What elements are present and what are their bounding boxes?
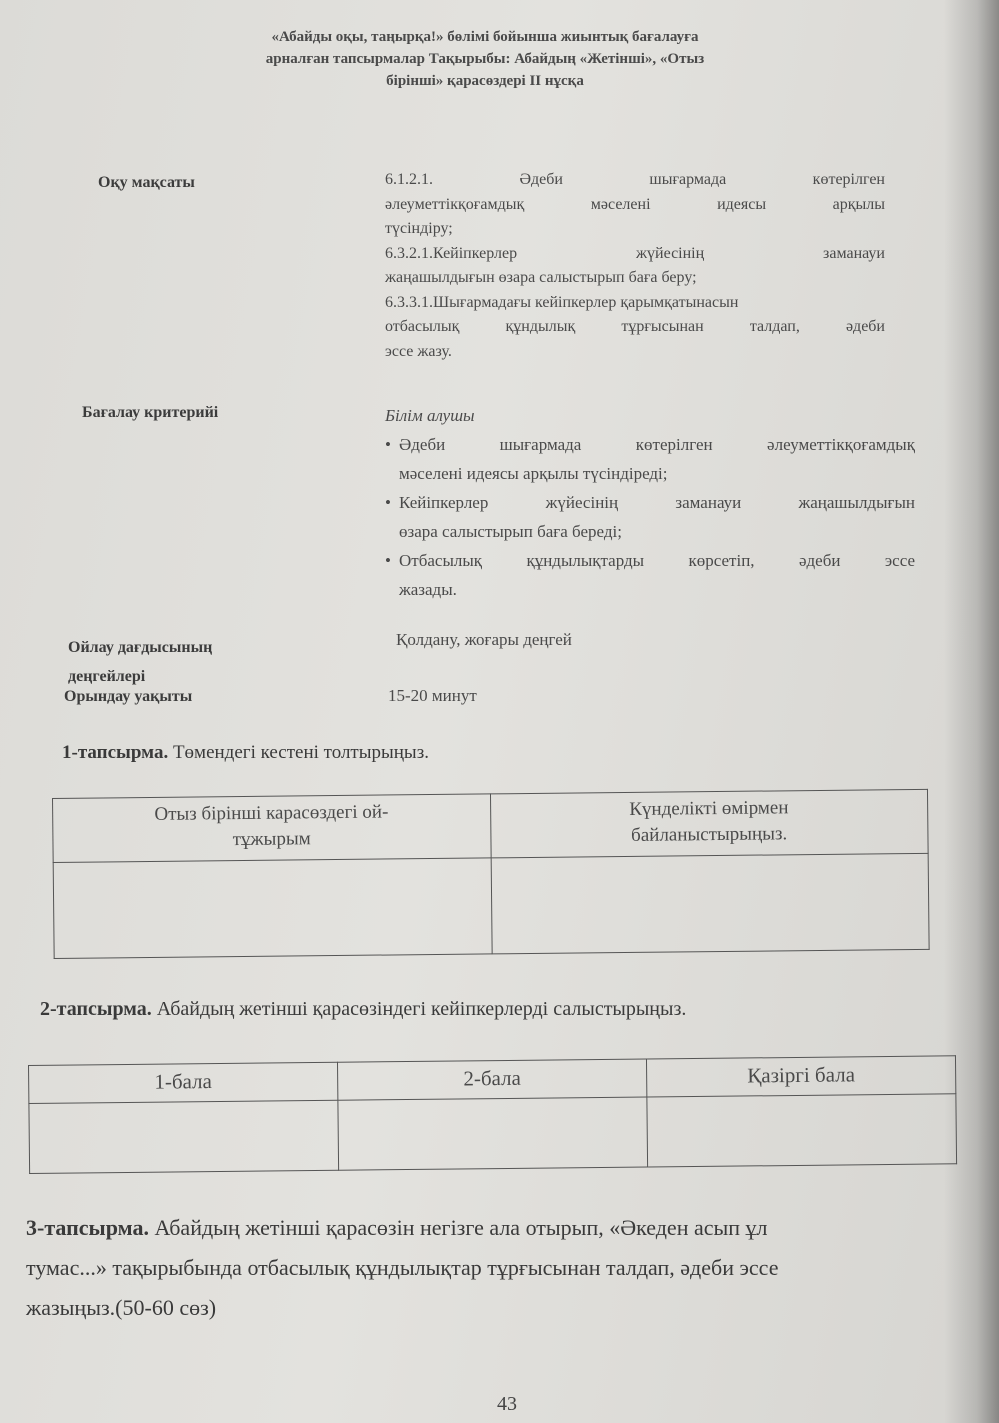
thinking-label-line: Ойлау дағдысының	[68, 639, 213, 656]
goals-line: эссе жазу.	[385, 342, 452, 360]
document-header	[160, 26, 810, 92]
header-text: тұжырым	[232, 828, 311, 851]
criteria-bullet-line: • Кейіпкерлер жүйесінің заманауи жаңашылдығын	[399, 493, 915, 512]
goals-line: 6.3.3.1.Шығармадағы кейіпкерлер қарымқатынасын	[385, 293, 739, 311]
criteria-bullet	[385, 430, 915, 488]
header-text: Отыз бірінші карасөздегі ой-	[154, 801, 389, 825]
task1-heading	[62, 742, 429, 764]
header-text: Күнделікті өмірмен	[629, 797, 789, 820]
task1-title: 1-тапсырма.	[62, 742, 169, 763]
task3-line	[26, 1208, 966, 1248]
criteria-bullet-line: • Әдеби шығармада көтерілген әлеуметтікқоғамдық	[399, 435, 915, 454]
task1-answer-cell[interactable]	[53, 858, 491, 959]
task2-heading	[40, 998, 686, 1021]
task1-text: Төмендегі кестені толтырыңыз.	[172, 742, 429, 763]
task1-table	[52, 789, 930, 959]
criteria-bullet	[385, 488, 915, 546]
task2-table	[28, 1055, 957, 1174]
task2-answer-cell[interactable]	[647, 1094, 957, 1167]
task2-answer-cell[interactable]	[29, 1100, 339, 1173]
time-value: 15-20 минут	[388, 686, 477, 705]
criteria-text	[385, 401, 915, 604]
task1-col1-header	[53, 794, 491, 863]
header-line: бірінші» қарасөздері II нұсқа	[386, 73, 584, 89]
task2-title: 2-тапсырма.	[40, 998, 152, 1020]
thinking-label	[68, 633, 212, 691]
task2-text: Абайдың жетінші қарасөзіндегі кейіпкерлерді салыстырыңыз.	[156, 998, 687, 1020]
goals-line: түсіндіру;	[385, 220, 453, 237]
task2-col3-header: Қазіргі бала	[646, 1056, 955, 1097]
task3-block	[26, 1208, 966, 1328]
criteria-bullet-line: өзара салыстырып баға береді;	[399, 522, 622, 541]
table-row	[53, 789, 929, 862]
task3-title: 3-тапсырма.	[26, 1215, 149, 1240]
task1-col2-header	[490, 789, 928, 858]
criteria-bullet-line: • Отбасылық құндылықтарды көрсетіп, әдеби эссе	[399, 551, 915, 570]
task3-text: Абайдың жетінші қарасөзін негізге ала отырып, «Әкеден асып ұл	[154, 1215, 768, 1240]
task2-col1-header: 1-бала	[29, 1062, 338, 1103]
criteria-label: Бағалау критерийі	[82, 404, 219, 421]
table-row	[29, 1094, 957, 1174]
criteria-bullet-line: жазады.	[399, 580, 457, 599]
table-row	[53, 853, 929, 958]
criteria-bullet	[385, 546, 915, 604]
header-line: «Абайды оқы, таңырқа!» бөлімі бойынша жиынтық бағалауға	[271, 29, 699, 45]
goals-line: 6.3.2.1.Кейіпкерлер жүйесінің заманауи	[385, 244, 885, 262]
task1-answer-cell[interactable]	[491, 853, 929, 954]
page-number: 43	[497, 1393, 517, 1415]
task3-line: жазыңыз.(50-60 сөз)	[26, 1295, 217, 1320]
criteria-bullet-line: мәселені идеясы арқылы түсіндіреді;	[399, 464, 668, 483]
goals-line: 6.1.2.1. Әдеби шығармада көтерілген	[385, 171, 885, 188]
goals-text	[385, 168, 885, 364]
header-line: арналған тапсырмалар Тақырыбы: Абайдың «Жетінші», «Отыз	[265, 51, 705, 67]
goals-line: жаңашылдығын өзара салыстырып баға беру;	[385, 269, 697, 286]
goals-line: әлеуметтікқоғамдық мәселені идеясы арқылы	[385, 195, 885, 213]
header-text: байланыстырыңыз.	[631, 823, 788, 846]
task2-col2-header: 2-бала	[337, 1059, 646, 1100]
goals-line: отбасылық құндылық тұрғысынан талдап, әдеби	[385, 318, 885, 335]
task2-answer-cell[interactable]	[338, 1097, 648, 1170]
goals-label: Оқу мақсаты	[98, 174, 195, 191]
task3-line: тумас...» тақырыбында отбасылық құндылықтар тұрғысынан талдап, әдеби эссе	[26, 1255, 779, 1280]
thinking-label-line: деңгейлері	[68, 668, 146, 685]
criteria-title: Білім алушы	[385, 406, 475, 425]
time-label: Орындау уақыты	[64, 688, 193, 705]
thinking-value: Қолдану, жоғары деңгей	[396, 630, 572, 649]
